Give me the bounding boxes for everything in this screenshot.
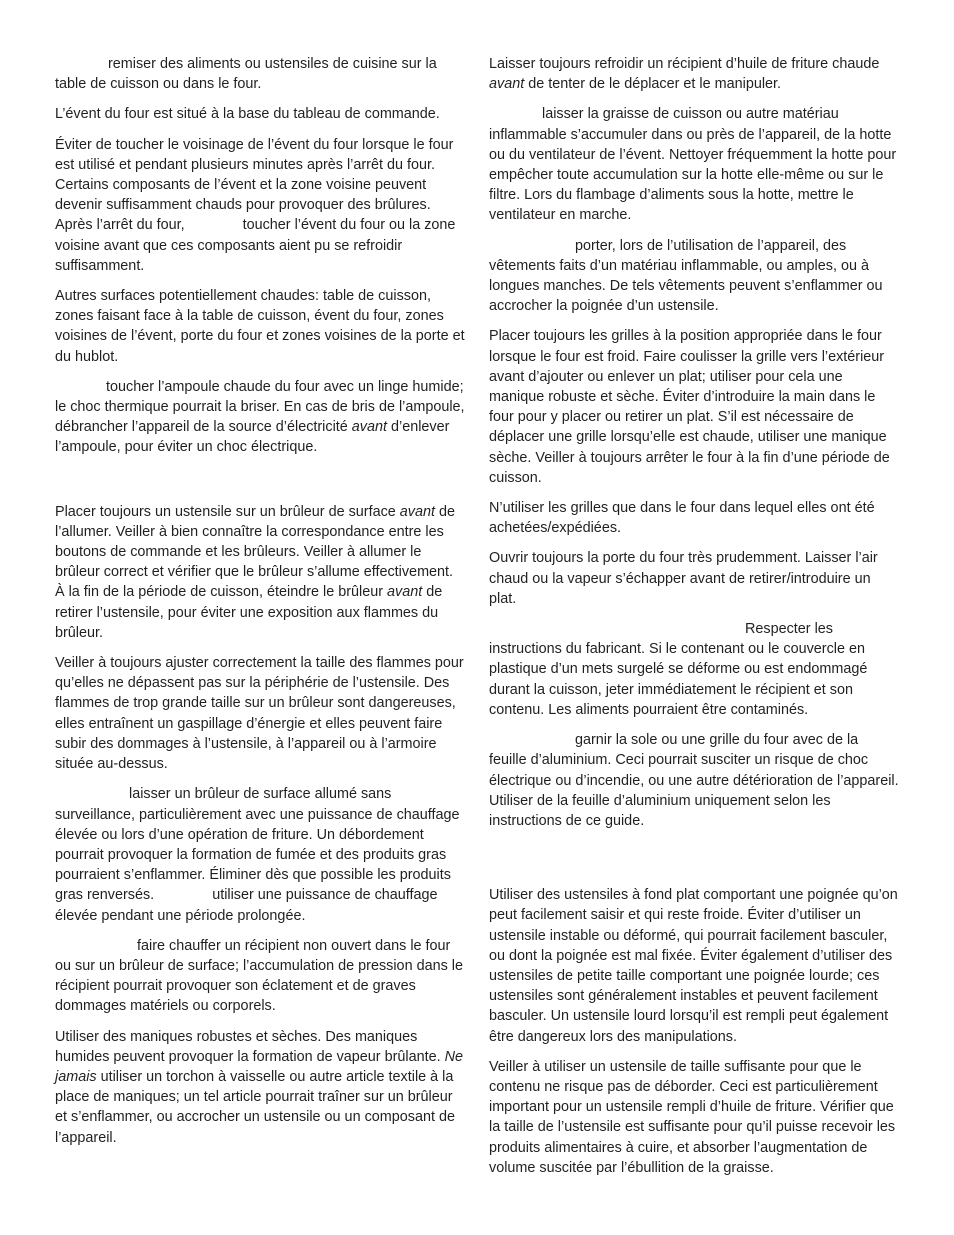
- paragraph-text: utiliser un torchon à vaisselle ou autre article textile à la place de maniques; un tel article pourrait traîner sur un brûleur et s’enflammer, ou accrocher un ustensile ou un composant de l’appareil.: [55, 1068, 455, 1146]
- paragraph-text: d’enlever l’ampoule, pour éviter un choc électrique.: [55, 419, 450, 456]
- paragraph-flame-size: [55, 653, 465, 774]
- paragraph-pot-holders: [55, 1027, 465, 1148]
- paragraph-oven-racks: [489, 326, 899, 488]
- section-spacer: [55, 468, 465, 502]
- paragraph-rack-use: [489, 498, 899, 538]
- paragraph-text: Veiller à utiliser un ustensile de taille suffisante pour que le contenu ne risque pas de déborder. Ceci est particulièrement important pour un ustensile rempli d’huile de friture. Vérifier que la taille de l’ustensile est suffisante pour qu’il puisse recevoir les produits alimentaires à cuire, et absorber l’augmentation de volume suscitée par l’ébullition de la graisse.: [489, 1058, 896, 1176]
- paragraph-clothing: [489, 236, 899, 317]
- paragraph-text: Respecter les: [745, 621, 833, 638]
- paragraph-text: Utiliser des maniques robustes et sèches. Des maniques humides peuvent provoquer la formation de vapeur brûlante.: [55, 1028, 441, 1065]
- paragraph-text: Utiliser des ustensiles à fond plat comportant une poignée qu’on peut facilement saisir et qui reste froide. Éviter d’utiliser un ustensile instable ou déformé, qui pourrait facilement basculer, ou dont la poignée est mal fixée. Éviter également d’utiliser des ustensiles de petite taille comportant une poignée lourde; ces ustensiles sont généralement instables et peuvent facilement basculer. Un ustensile lourd lorsqu’il est rempli peut également être dangereux lors des manipulations.: [489, 887, 898, 1045]
- emphasis-text: avant: [387, 584, 423, 601]
- paragraph-manufacturer-instructions: [489, 619, 899, 720]
- paragraph-oven-bulb: [55, 377, 465, 458]
- paragraph-text: toucher l’évent du four ou la zone voisine avant que ces composants aient pu se refroidir suffisamment.: [55, 217, 456, 274]
- paragraph-text: porter, lors de l’utilisation de l’appareil, des vêtements faits d’un matériau inflammable, ou amples, ou à longues manches. De tels vêtements peuvent s’enflammer ou accrocher la poignée d’un ustensile.: [489, 237, 883, 315]
- right-column: [489, 54, 899, 1188]
- paragraph-burner-use: [55, 502, 465, 643]
- paragraph-text: Veiller à toujours ajuster correctement la taille des flammes pour qu’elles ne dépassent pas sur la périphérie de l’ustensile. Des flammes de trop grande taille sur un brûleur sont dangereuses, elles entraînent un gaspillage d’énergie et elles peuvent faire subir des dommages à l’ustensile, à l’appareil ou à l’armoire située au-dessus.: [55, 655, 464, 773]
- emphasis-text: avant: [489, 76, 525, 93]
- paragraph-text: toucher l’ampoule chaude du four avec un linge humide; le choc thermique pourrait la briser. En cas de bris de l’ampoule, débrancher l’appareil de la source d’électricité: [55, 378, 465, 436]
- section-spacer: [489, 841, 899, 885]
- paragraph-text: faire chauffer un récipient non ouvert dans le four ou sur un brûleur de surface; l’accumulation de pression dans le récipient pourrait provoquer son éclatement et de graves dommages matériels ou corporels.: [55, 937, 463, 1015]
- paragraph-text: garnir la sole ou une grille du four avec de la feuille d’aluminium. Ceci pourrait susciter un risque de choc électrique ou d’incendie, ou une autre détérioration de l’appareil. Utiliser de la feuille d’aluminium uniquement selon les instructions de ce guide.: [489, 732, 899, 829]
- paragraph-oven-door: [489, 548, 899, 609]
- emphasis-text: Ne jamais: [55, 1048, 463, 1085]
- paragraph-oven-vent-heat: [55, 135, 465, 276]
- paragraph-text: Placer toujours les grilles à la position appropriée dans le four lorsque le four est froid. Faire coulisser la grille vers l’extérieur avant d’ajouter ou enlever un plat; utiliser pour cela une manique robuste et sèche. Éviter d’introduire la main dans le four pour y placer ou retirer un plat. S’il est nécessaire de déplacer une grille lorsqu’elle est chaude, utiliser une manique sèche. Veiller à toujours arrêter le four à la fin d’une période de cuisson.: [489, 328, 890, 486]
- paragraph-text: utiliser une puissance de chauffage élevée pendant une période prolongée.: [55, 887, 438, 924]
- paragraph-text: de l’allumer. Veiller à bien connaître la correspondance entre les boutons de commande et les brûleurs. Veiller à allumer le brûleur correct et vérifier que le brûleur s’allume effectivement. À la fin de la période de cuisson, éteindre le brûleur: [55, 503, 456, 601]
- paragraph-text: N’utiliser les grilles que dans le four dans lequel elles ont été achetées/expédiées.: [489, 500, 875, 537]
- left-column: [55, 54, 465, 1158]
- paragraph-text: Autres surfaces potentiellement chaudes: table de cuisson, zones faisant face à la table de cuisson, évent du four, zones voisines de l’évent, porte du four et zones voisines de la porte et du hublot.: [55, 288, 465, 365]
- paragraph-text: de retirer l’ustensile, pour éviter une exposition aux flammes du brûleur.: [55, 584, 443, 641]
- paragraph-text: Ouvrir toujours la porte du four très prudemment. Laisser l’air chaud ou la vapeur s’échapper avant de retirer/introduire un plat.: [489, 550, 878, 607]
- paragraph-closed-container: [55, 936, 465, 1017]
- paragraph-unattended-burner: [55, 784, 465, 925]
- paragraph-text: laisser un brûleur de surface allumé sans surveillance, particulièrement avec une puissance de chauffage élevée ou lors d’une opération de friture. Un débordement pourrait provoquer la formation de fumée et des produits gras pourraient s’enflammer. Éliminer dès que possible les produits gras renversés.: [55, 786, 460, 904]
- paragraph-flat-bottom-utensils: [489, 885, 899, 1047]
- paragraph-aluminum-foil: [489, 730, 899, 831]
- paragraph-oven-vent-location: [55, 104, 465, 124]
- paragraph-text: remiser des aliments ou ustensiles de cuisine sur la table de cuisson ou dans le four.: [55, 56, 437, 93]
- paragraph-text: de tenter de le déplacer et le manipuler.: [528, 76, 782, 93]
- paragraph-text: L’évent du four est situé à la base du tableau de commande.: [55, 106, 440, 123]
- paragraph-hot-oil: [489, 54, 899, 94]
- paragraph-text: instructions du fabricant. Si le contenant ou le couvercle en plastique d’un mets surgelé se déforme ou est endommagé durant la cuisson, jeter immédiatement le récipient et son contenu. Les aliments pourraient être contaminés.: [489, 641, 868, 718]
- paragraph-grease-buildup: [489, 104, 899, 225]
- emphasis-text: avant: [351, 419, 387, 436]
- paragraph-hot-surfaces: [55, 286, 465, 367]
- paragraph-utensil-size: [489, 1057, 899, 1178]
- paragraph-text: laisser la graisse de cuisson ou autre matériau inflammable s’accumuler dans ou près de l’appareil, de la hotte ou du ventilateur de l’évent. Nettoyer fréquemment la hotte pour empêcher toute accumulation sur la hotte elle-même ou sur le filtre. Lors du flambage d’aliments sous la hotte, mettre le ventilateur en marche.: [489, 106, 897, 224]
- paragraph-text: Placer toujours un ustensile sur un brûleur de surface: [55, 503, 396, 520]
- emphasis-text: avant: [399, 503, 435, 520]
- paragraph-text: Éviter de toucher le voisinage de l’évent du four lorsque le four est utilisé et pendant plusieurs minutes après l’arrêt du four. Certains composants de l’évent et la zone voisine peuvent devenir suffisamment chauds pour provoquer des brûlures. Après l’arrêt du four,: [55, 136, 454, 234]
- paragraph-storage: [55, 54, 465, 94]
- paragraph-text: Laisser toujours refroidir un récipient d’huile de friture chaude: [489, 56, 880, 72]
